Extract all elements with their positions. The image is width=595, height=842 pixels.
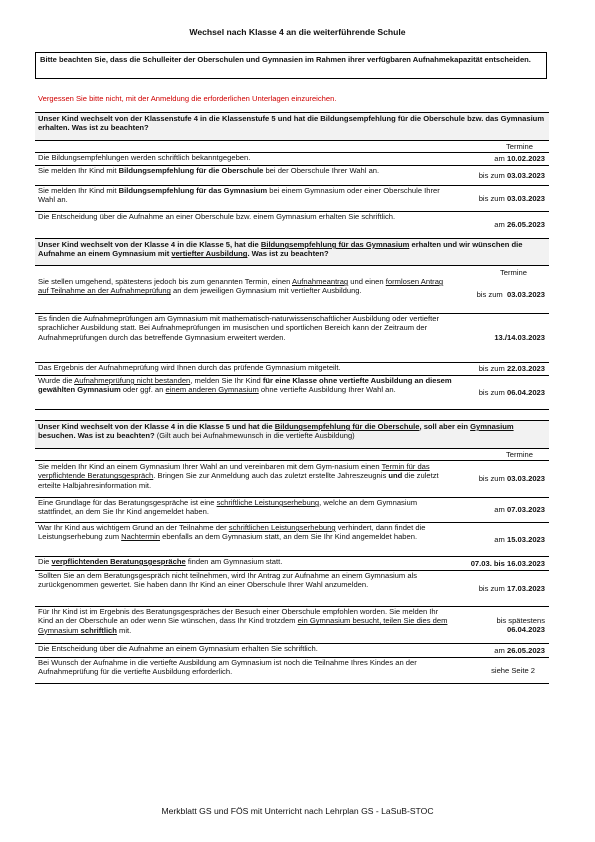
termine-label: Termine [505, 450, 533, 459]
table-row: Die Entscheidung über die Aufnahme an einem Gymnasium erhalten Sie schriftlich. am 26.05.2023 [35, 643, 549, 657]
table-row: Die Bildungsempfehlungen werden schriftlich bekanntgegeben. am 10.02.2023 [35, 152, 549, 165]
table-row: Sie stellen umgehend, spätestens jedoch bis zum genannten Termin, einen Aufnahmeantrag und einen formlosen Antrag auf Teilnahme an der Aufnahmeprüfung an dem jeweiligen Gymnasium mit vertiefter Ausbildung. Termine bis zum 03.03.2023 [38, 268, 545, 299]
table-row: Bei Wunsch der Aufnahme in die vertiefte Ausbildung am Gymnasium ist noch die Teilnahme Ihres Kindes an der Aufnahmeprüfung für die vertiefte Ausbildung erforderlich. siehe Seite 2 [35, 657, 549, 684]
table-row: Das Ergebnis der Aufnahmeprüfung wird Ihnen durch das prüfende Gymnasium mitgeteilt. bis zum 22.03.2023 [35, 362, 549, 375]
table-row: Sollten Sie an dem Beratungsgespräch nicht teilnehmen, wird Ihr Antrag zur Aufnahme an einem Gymnasium als zurückgenommen gewertet. Sie haben dann Ihr Kind an einer Oberschule Ihrer Wahl anzumelden. bis zum 17.03.2023 [35, 570, 549, 606]
table-row: Die verpflichtenden Beratungsgespräche finden am Gymnasium statt. 07.03. bis 16.03.2023 [35, 556, 549, 570]
table-row: Sie melden Ihr Kind mit Bildungsempfehlung für die Oberschule bei der Oberschule Ihrer Wahl an. bis zum 03.03.2023 [35, 165, 549, 185]
table-row: Wurde die Aufnahmeprüfung nicht bestanden, melden Sie Ihr Kind für eine Klasse ohne vertiefte Ausbildung an diesem gewählten Gymnasium oder ggf. an einem anderen Gymnasium ohne vertiefte Ausbildung Ihrer Wahl an. bis zum 06.04.2023 [35, 375, 549, 410]
termine-label: Termine [499, 268, 527, 277]
footer-text: Merkblatt GS und FÖS mit Unterricht nach Lehrplan GS - LaSuB-STOC [161, 806, 434, 816]
section-1-heading: Unser Kind wechselt von der Klassenstufe 4 in die Klassenstufe 5 und hat die Bildungsempfehlung für die Oberschule bzw. das Gymnasium erhalten. Was ist zu beachten? [35, 112, 549, 141]
table-row: Eine Grundlage für das Beratungsgespräche ist eine schriftliche Leistungserhebung, welche an dem Gymnasium stattfindet, an dem Sie Ihr Kind angemeldet haben. am 07.03.2023 [35, 497, 549, 522]
section-2-heading: Unser Kind wechselt von der Klasse 4 in die Klasse 5, hat die Bildungsempfehlung für das Gymnasium erhalten und wir wünschen die Aufnahme an einem Gymnasium mit vertiefter Ausbildung. Was ist zu beachten? [35, 238, 549, 266]
table-row: Sie melden Ihr Kind mit Bildungsempfehlung für das Gymnasium bei einem Gymnasium oder einer Oberschule Ihrer Wahl an. bis zum 03.03.2023 [35, 185, 549, 211]
termine-label: Termine [505, 142, 533, 151]
table-row: War Ihr Kind aus wichtigem Grund an der Teilnahme der schriftlichen Leistungserhebung verhindert, dann findet die Leistungserhebung zum Nachtermin ebenfalls an dem Gymnasium statt, an dem Sie Ihr Kind angemeldet haben. am 15.03.2023 [35, 522, 549, 556]
table-row: Für Ihr Kind ist im Ergebnis des Beratungsgespräches der Besuch einer Oberschule empfohlen worden. Sie melden Ihr Kind an der Oberschule an oder wenn Sie wünschen, dass Ihr Kind trotzdem ein Gymnasium besucht, teilen Sie dies dem Gymnasium schriftlich mit. bis spätestens 06.04.2023 [35, 606, 549, 643]
section-2 [35, 238, 549, 410]
table-row: Die Entscheidung über die Aufnahme an einer Oberschule bzw. einem Gymnasium erhalten Sie schriftlich. am 26.05.2023 [35, 211, 549, 237]
table-row: Sie melden Ihr Kind an einem Gymnasium Ihrer Wahl an und vereinbaren mit dem Gym-nasium einen Termin für das verpflichtende Beratungsgespräch. Bringen Sie zur Anmeldung auch das zuletzt erstellte Jahreszeugnis und die zuletzt erteilte Halbjahresinformation mit. bis zum 03.03.2023 [35, 460, 549, 497]
notice-box: Bitte beachten Sie, dass die Schulleiter der Oberschulen und Gymnasien im Rahmen ihrer verfügbaren Aufnahmekapazität entscheiden. [35, 52, 547, 79]
section-3 [35, 420, 549, 684]
section-3-heading: Unser Kind wechselt von der Klasse 4 in die Klasse 5 und hat die Bildungsempfehlung für die Oberschule, soll aber ein Gymnasium besuchen. Was ist zu beachten? (Gilt auch bei Aufnahmewunsch in die vertiefte Ausbildung) [35, 420, 549, 449]
table-row: Es finden die Aufnahmeprüfungen am Gymnasium mit mathematisch-naturwissenschaftlicher Ausbildung oder vertiefter sprachlicher Ausbildung statt. Bei Aufnahmeprüfungen im musischen und sportlichen Bereich kann der Zeitraum der Aufnahmeprüfungen durch das betreffende Gymnasium erweitert werden. 13./14.03.2023 [35, 313, 549, 362]
section-1 [35, 112, 549, 237]
reminder-text: Vergessen Sie bitte nicht, mit der Anmeldung die erforderlichen Unterlagen einzureichen. [38, 94, 337, 103]
document-title: Wechsel nach Klasse 4 an die weiterführende Schule [189, 27, 406, 37]
